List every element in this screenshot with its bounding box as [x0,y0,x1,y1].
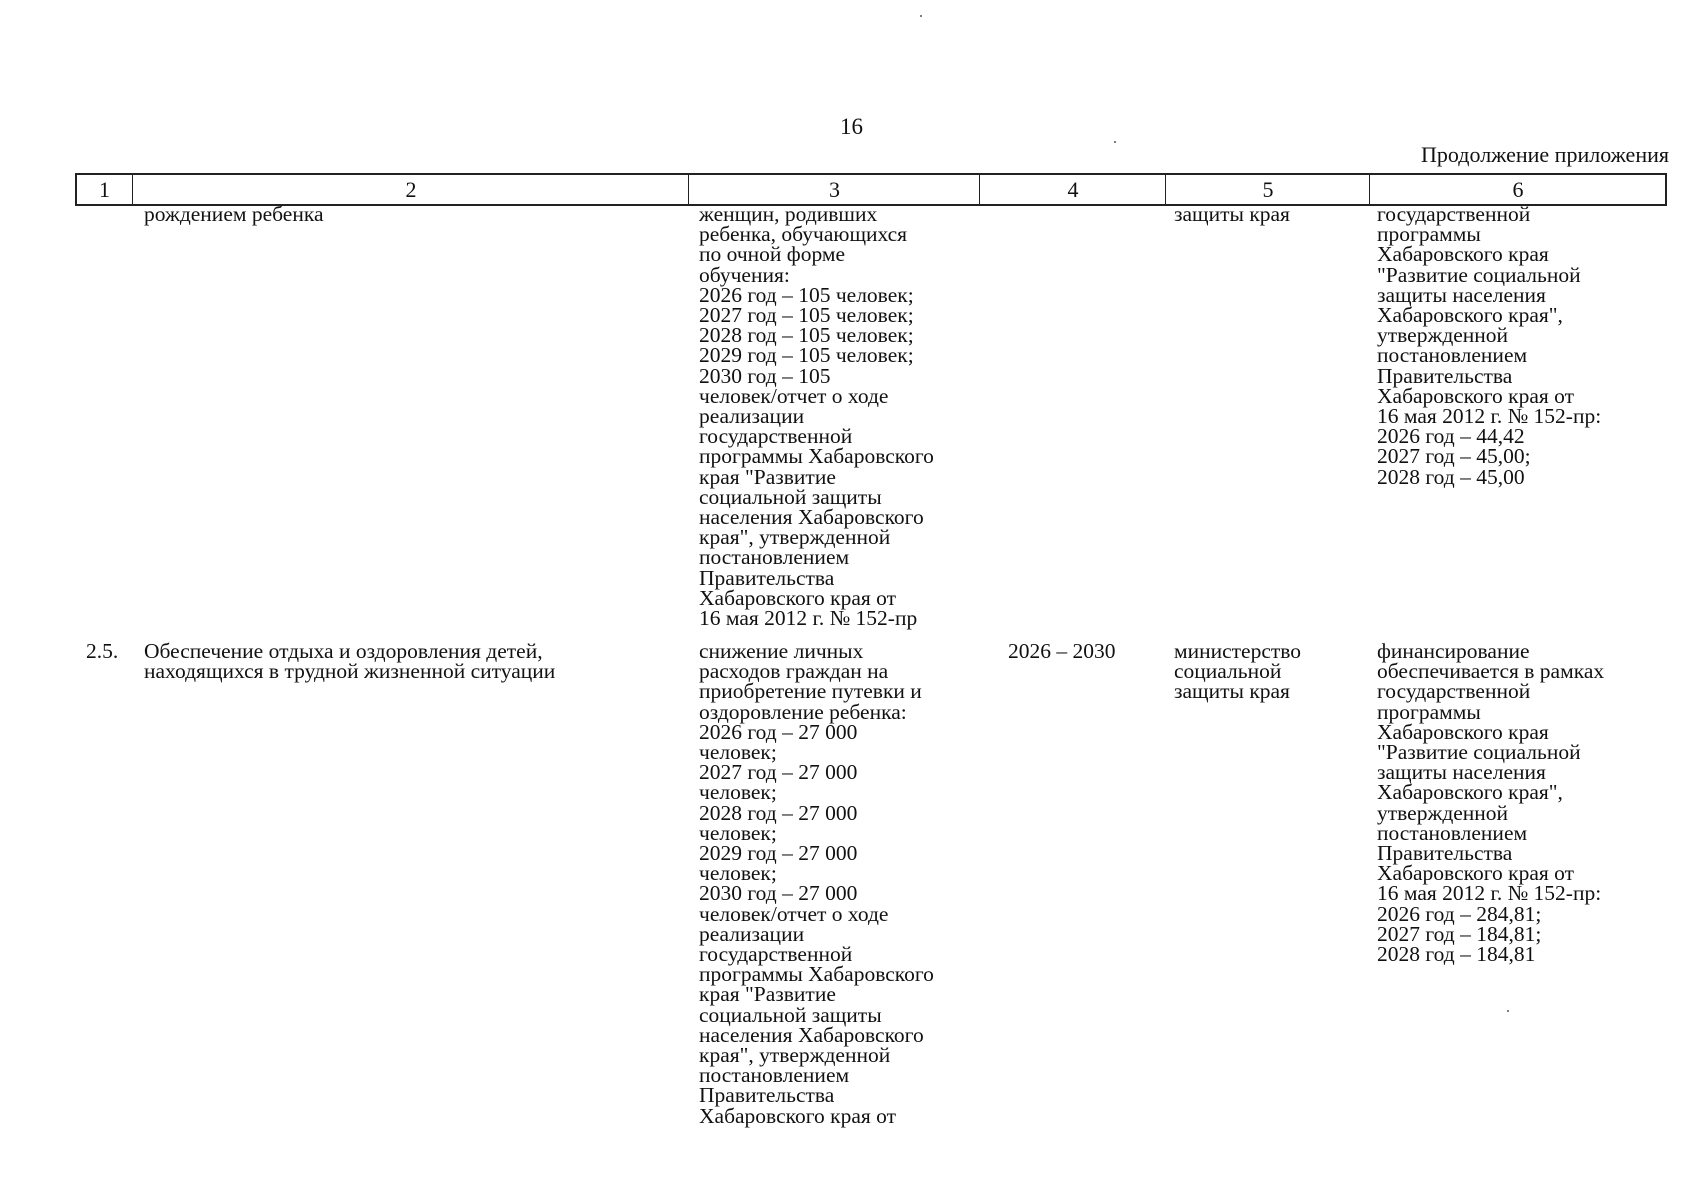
continued-row-col6: государственной программы Хабаровского края "Развитие социальной защиты населения Хабаровского края", утвержденной постановлением Правительства Хабаровского края от 16 мая 2012 г. № 152-пр: 2026 год – 44,42 2027 год – 45,00; 2028 год – 45,00 [1377,202,1602,489]
continued-row-col3: женщин, родивших ребенка, обучающихся по очной форме обучения: 2026 год – 105 человек; 2027 год – 105 человек; 2028 год – 105 человек; 2029 год – 105 человек; 2030 год – 105 человек/отчет о ходе реализации государственной программы Хабаровского края "Развитие социальной защиты населения Хабаровского края", утвержденной постановлением Правительства Хабаровского края от 16 мая 2012 г. № 152-пр [699,202,934,631]
column-header-5: 5 [1165,175,1370,204]
column-header-2: 2 [132,175,689,204]
scan-speck [1114,141,1116,143]
row-2-5-col6: финансирование обеспечивается в рамках государственной программы Хабаровского края "Развитие социальной защиты населения Хабаровского края", утвержденной постановлением Правительства Хабаровского края от 16 мая 2012 г. № 152-пр: 2026 год – 284,81; 2027 год – 184,81; 2028 год – 184,81 [1377,639,1605,967]
row-2-5-col2: Обеспечение отдыха и оздоровления детей, находящихся в трудной жизненной ситуации [144,639,556,684]
column-header-4: 4 [979,175,1166,204]
column-header-6: 6 [1369,175,1666,204]
row-2-5-col4: 2026 – 2030 [1008,639,1116,663]
continued-row-col5: защиты края [1174,202,1290,226]
row-2-5-col5: министерство социальной защиты края [1174,639,1302,704]
row-2-5-col3: снижение личных расходов граждан на приобретение путевки и оздоровление ребенка: 2026 год – 27 000 человек; 2027 год – 27 000 человек; 2028 год – 27 000 человек; 2029 год – 27 000 человек; 2030 год – 27 000 человек/отчет о ходе реализации государственной программы Хабаровского края "Развитие социальной защиты населения Хабаровского края", утвержденной постановлением Правительства Хабаровского края от [699,639,934,1128]
column-header-1: 1 [99,177,110,202]
column-header-3: 3 [688,175,980,204]
page-number: 16 [840,114,863,139]
scan-speck [1507,1010,1509,1012]
row-number: 2.5. [86,639,119,663]
continuation-label: Продолжение приложения [1421,142,1669,167]
continued-row-col2: рождением ребенка [144,202,324,226]
scan-speck [920,15,922,17]
